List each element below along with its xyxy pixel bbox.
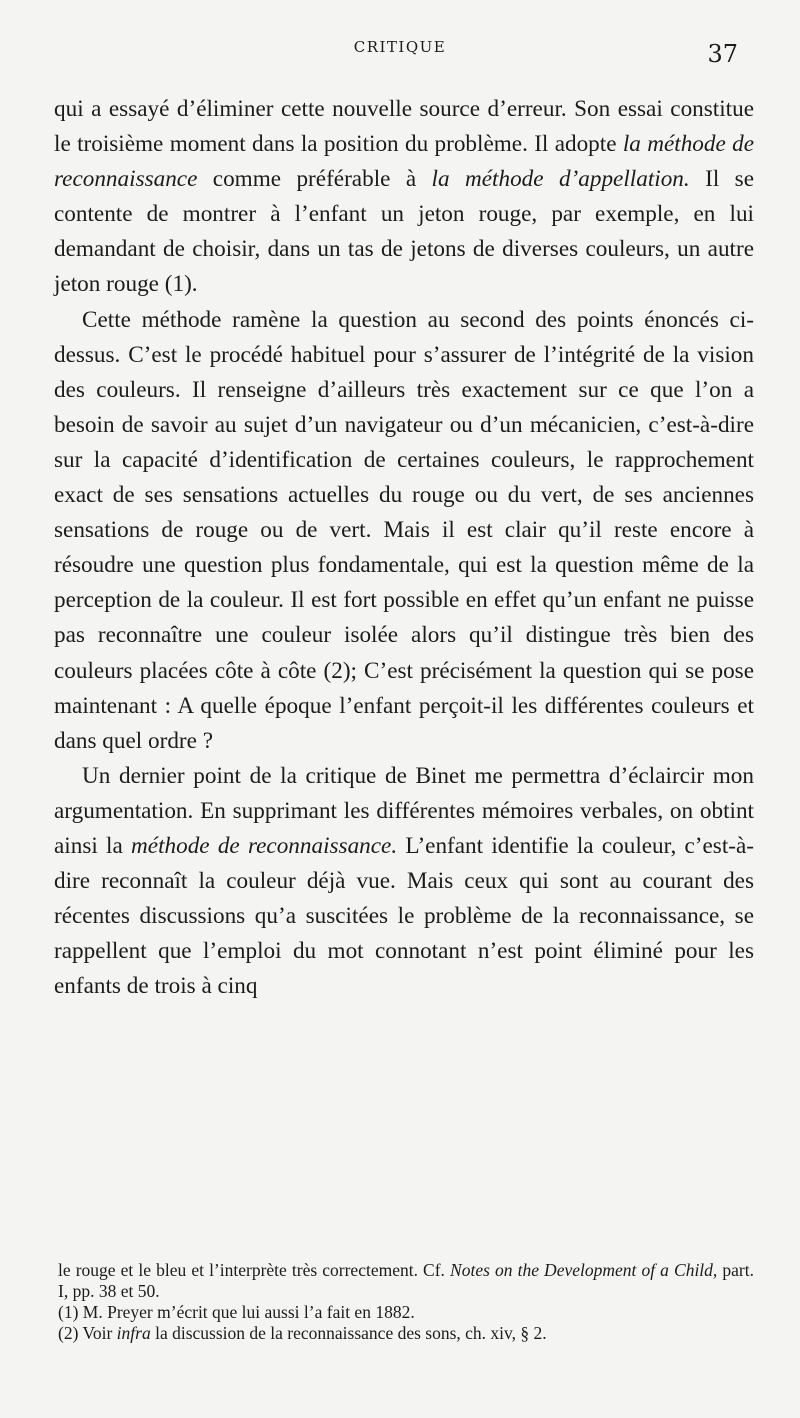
italic-phrase: méthode de reconnaissance.	[131, 832, 398, 859]
footnotes	[58, 1260, 754, 1344]
main-text	[54, 92, 754, 1004]
paragraph-1: qui a essayé d’éliminer cette nouvelle source d’erreur. Son essai constitue le troisième moment dans la position du problème. Il adopte la méthode de reconnaissance comme préférable à la méthode d’appellation. Il se contente de montrer à l’enfant un jeton rouge, par exemple, en lui demandant de choisir, dans un tas de jetons de diverses couleurs, un autre jeton rouge (1).	[54, 96, 755, 298]
footnote-continuation: le rouge et le bleu et l’interprète très correctement. Cf. Notes on the Development of a Child, part. I, pp. 38 et 50.	[58, 1260, 754, 1301]
paragraph-3: Un dernier point de la critique de Binet me permettra d’éclaircir mon argumentation. En supprimant les différentes mémoires verbales, on obtint ainsi la méthode de reconnaissance. L’enfant identifie la couleur, c’est-à-dire reconnaît la couleur déjà vue. Mais ceux qui sont au courant des récentes discussions qu’a suscitées le problème de la reconnaissance, se rappellent que l’emploi du mot connotant n’est point éliminé pour les enfants de trois à cinq	[54, 762, 754, 1000]
footnote-1: (1) M. Preyer m’écrit que lui aussi l’a fait en 1882.	[58, 1302, 415, 1322]
italic-phrase: la méthode d’appellation.	[431, 166, 690, 193]
running-title: CRITIQUE	[353, 38, 447, 56]
paragraph-2: Cette méthode ramène la question au second des points énoncés ci-dessus. C’est le procédé habituel pour s’assurer de l’intégrité de la vision des couleurs. Il renseigne d’ailleurs très exactement sur ce que l’on a besoin de savoir au sujet d’un navigateur ou d’un mécanicien, c’est-à-dire sur la capacité d’identification de certaines couleurs, le rapprochement exact de ses sensations actuelles du rouge ou du vert, de ses anciennes sensations de rouge ou de vert. Mais il est clair qu’il reste encore à résoudre une question plus fondamentale, qui est la question même de la perception de la couleur. Il est fort possible en effet qu’un enfant ne puisse pas reconnaître une couleur isolée alors qu’il distingue très bien des couleurs placées côte à côte (2); C’est précisément la question qui se pose maintenant : A quelle époque l’enfant perçoit-il les différentes couleurs et dans quel ordre ?	[54, 306, 754, 754]
page-number: 37	[707, 40, 738, 68]
footnote-2: (2) Voir infra la discussion de la reconnaissance des sons, ch. xiv, § 2.	[58, 1323, 547, 1343]
italic-phrase: la méthode de reconnaissance	[54, 131, 754, 193]
